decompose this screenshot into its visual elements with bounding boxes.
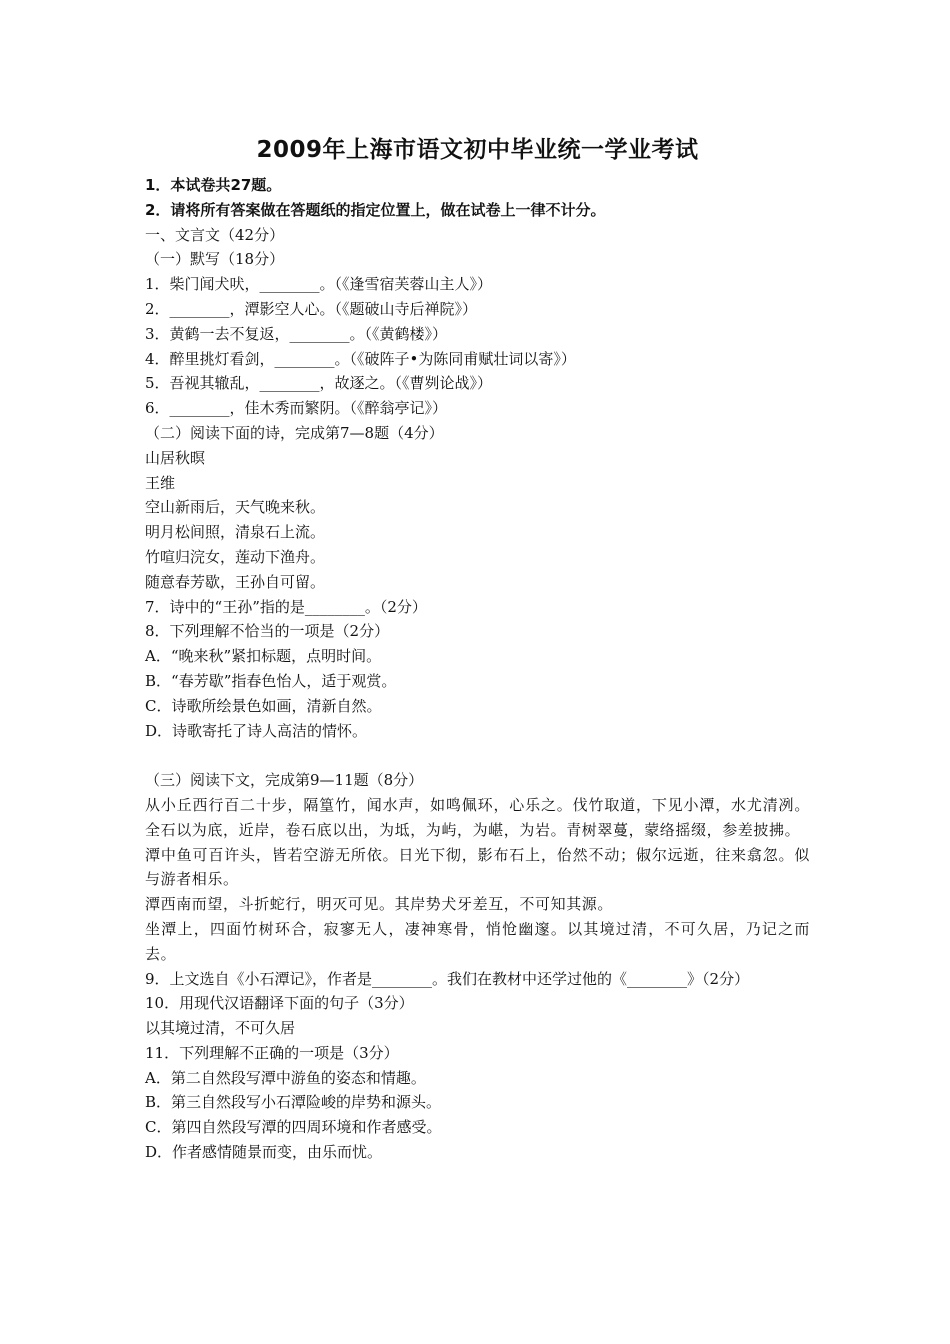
- exam-title: 2009年上海市语文初中毕业统一学业考试: [256, 137, 699, 163]
- poem-author: 王维: [145, 473, 176, 492]
- part1-heading: （一）默写（18分）: [145, 250, 285, 269]
- poem-line: 空山新雨后，天气晚来秋。: [145, 498, 326, 517]
- part3-heading: （三）阅读下文，完成第9—11题（8分）: [145, 771, 424, 790]
- blank-gap: [145, 743, 810, 768]
- option-line: C．第四自然段写潭的四周环境和作者感受。: [145, 1118, 442, 1137]
- option-line: C．诗歌所绘景色如画，清新自然。: [145, 696, 382, 715]
- question-line: 9．上文选自《小石潭记》，作者是________。我们在教材中还学过他的《________》（2分）: [145, 969, 750, 988]
- question-line: 11．下列理解不正确的一项是（3分）: [145, 1043, 399, 1062]
- passage-paragraph: 潭西南而望，斗折蛇行，明灭可见。其岸势犬牙差互，不可知其源。: [145, 895, 614, 914]
- recitation-item: 4．醉里挑灯看剑，________。（《破阵子•为陈同甫赋壮词以寄》）: [145, 349, 576, 368]
- section-heading: 一、文言文（42分）: [145, 225, 285, 244]
- recitation-item: 2．________，潭影空人心。（《题破山寺后禅院》）: [145, 299, 478, 318]
- option-line: B．“春芳歇”指春色怡人，适于观赏。: [145, 671, 397, 690]
- poem-line: 明月松间照，清泉石上流。: [145, 523, 326, 542]
- part2-heading: （二）阅读下面的诗，完成第7—8题（4分）: [145, 423, 444, 442]
- passage-paragraph: 坐潭上，四面竹树环合，寂寥无人，凄神寒骨，悄怆幽邃。以其境过清，不可久居，乃记之而去。: [145, 919, 810, 963]
- option-line: A．“晚来秋”紧扣标题，点明时间。: [145, 647, 382, 666]
- option-line: D．诗歌寄托了诗人高洁的情怀。: [145, 721, 368, 740]
- recitation-item: 3．黄鹤一去不复返，________。（《黄鹤楼》）: [145, 324, 448, 343]
- note-2: 2．请将所有答案做在答题纸的指定位置上，做在试卷上一律不计分。: [145, 200, 606, 219]
- option-line: A．第二自然段写潭中游鱼的姿态和情趣。: [145, 1068, 426, 1087]
- passage-paragraph: 潭中鱼可百许头，皆若空游无所依。日光下彻，影布石上，佁然不动；俶尔远逝，往来翕忽。似与游者相乐。: [145, 845, 810, 889]
- recitation-item: 6．________，佳木秀而繁阴。（《醉翁亭记》）: [145, 399, 448, 418]
- option-line: D．作者感情随景而变，由乐而忧。: [145, 1143, 383, 1162]
- question-line: 8．下列理解不恰当的一项是（2分）: [145, 622, 390, 641]
- poem-line: 随意春芳歇，王孙自可留。: [145, 572, 326, 591]
- passage-paragraph: 从小丘西行百二十步，隔篁竹，闻水声，如鸣佩环，心乐之。伐竹取道，下见小潭，水尤清冽。全石以为底，近岸，卷石底以出，为坻，为屿，为嵁，为岩。青树翠蔓，蒙络摇缀，参差披拂。: [145, 795, 810, 839]
- option-line: B．第三自然段写小石潭险峻的岸势和源头。: [145, 1093, 442, 1112]
- recitation-item: 5．吾视其辙乱，________，故逐之。（《曹刿论战》）: [145, 374, 493, 393]
- poem-title: 山居秋暝: [145, 448, 206, 467]
- poem-line: 竹喧归浣女，莲动下渔舟。: [145, 547, 326, 566]
- exam-page: [145, 135, 810, 1165]
- question-line: 10．用现代汉语翻译下面的句子（3分）: [145, 994, 414, 1013]
- note-1: 1．本试卷共27题。: [145, 176, 282, 194]
- question-line: 7．诗中的“王孙”指的是________。（2分）: [145, 597, 427, 616]
- translation-sentence: 以其境过清，不可久居: [145, 1019, 296, 1038]
- recitation-item: 1．柴门闻犬吠，________。（《逢雪宿芙蓉山主人》）: [145, 275, 493, 294]
